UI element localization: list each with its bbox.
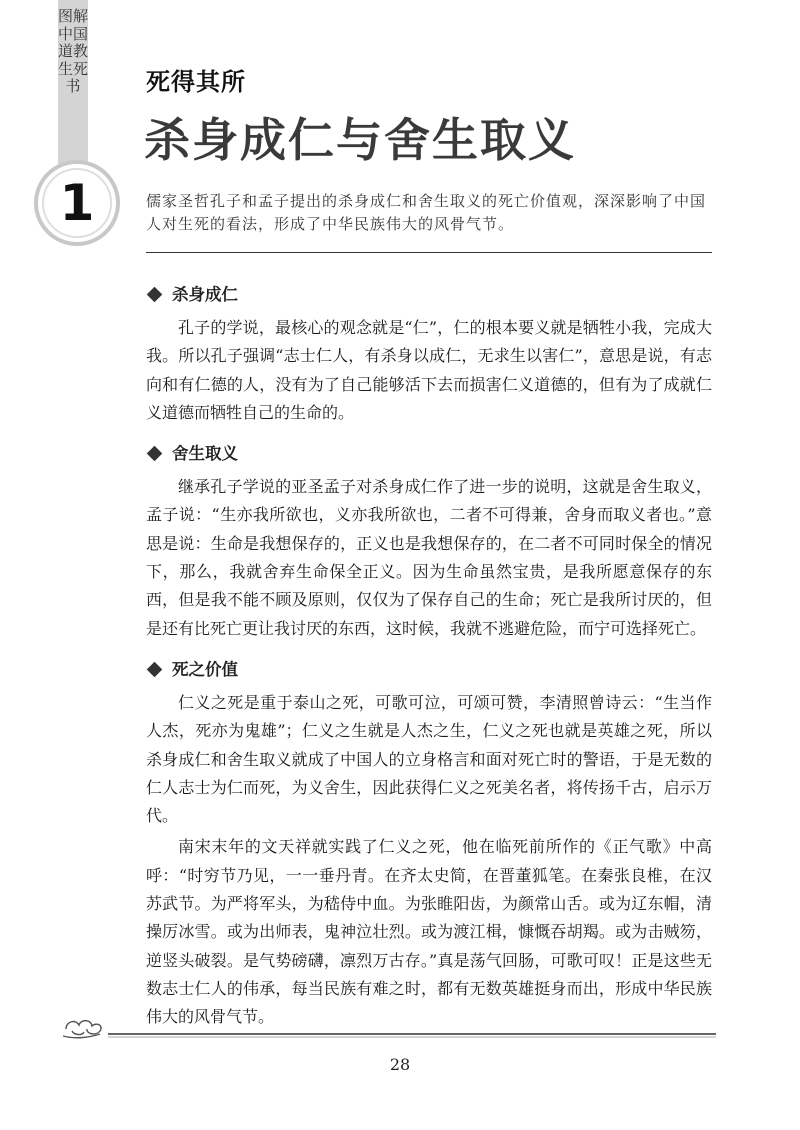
- book-title-side-tab: 图解中国道教生死书: [58, 7, 89, 95]
- page-title: 杀身成仁与舍生取义: [144, 113, 576, 167]
- diamond-bullet-icon: [147, 287, 163, 303]
- section-heading-text: 死之价值: [172, 659, 238, 679]
- cloud-scroll-icon: [63, 1021, 101, 1038]
- section-she-sheng-qu-yi: [146, 441, 712, 643]
- section-heading-text: 杀身成仁: [172, 285, 238, 304]
- page-number: 28: [389, 1055, 411, 1074]
- diamond-bullet-icon: [147, 662, 163, 678]
- section-sha-shen-cheng-ren: [146, 282, 712, 427]
- diamond-bullet-icon: [147, 446, 163, 462]
- intro-paragraph: 儒家圣哲孔子和孟子提出的杀身成仁和舍生取义的死亡价值观，深深影响了中国人对生死的看法，形成了中华民族伟大的风骨气节。: [146, 192, 707, 233]
- paragraph: 继承孔子学说的亚圣孟子对杀身成仁作了进一步的说明，这就是舍生取义，孟子说：“生亦我所欲也，义亦我所欲也，二者不可得兼，舍身而取义者也。”意思是说：生命是我想保存的，正义也是我想保存的，在二者不可同时保全的情况下，那么，我就舍弃生命保全正义。因为生命虽然宝贵，是我所愿意保存的东西，但是我不能不顾及原则，仅仅为了保存自己的生命；死亡是我所讨厌的，但是还有比死亡更让我讨厌的东西，这时候，我就不逃避危险，而宁可选择死亡。: [146, 477, 712, 638]
- paragraph: 南宋末年的文天祥就实践了仁义之死，他在临死前所作的《正气歌》中高呼：“时穷节乃见，一一垂丹青。在齐太史简，在晋董狐笔。在秦张良椎，在汉苏武节。为严将军头，为嵇侍中血。为张睢阳齿，为颜常山舌。或为辽东帽，清操厉冰雪。或为出师表，鬼神泣壮烈。或为渡江楫，慷慨吞胡羯。或为击贼笏，逆竖头破裂。是气势磅礴，凛烈万古存。”真是荡气回肠，可歌可叹！正是这些无数志士仁人的伟承，每当民族有难之时，都有无数英雄挺身而出，形成中华民族伟大的风骨气节。: [146, 837, 712, 1027]
- paragraph: 孔子的学说，最核心的观念就是“仁”，仁的根本要义就是牺牲小我，完成大我。所以孔子强调“志士仁人，有杀身以成仁，无求生以害仁”，意思是说，有志向和有仁德的人，没有为了自己能够活下去而损害仁义道德的，但有为了成就仁义道德而牺牲自己的生命的。: [146, 318, 712, 422]
- section-kicker: 死得其所: [146, 68, 246, 96]
- section-heading: [146, 657, 712, 683]
- paragraph: 仁义之死是重于泰山之死，可歌可泣，可颂可赞，李清照曾诗云：“生当作人杰，死亦为鬼雄”；仁义之生就是人杰之生，仁义之死也就是英雄之死，所以杀身成仁和舍生取义就成了中国人的立身格言和面对死亡时的警语，于是无数的仁人志士为仁而死，为义舍生，因此获得仁义之死美名者，将传扬千古，启示万代。: [146, 692, 712, 826]
- chapter-number: 1: [59, 174, 95, 232]
- section-si-zhi-jia-zhi: [146, 657, 712, 1032]
- cloud-ornament-divider-icon: [60, 1012, 720, 1042]
- section-heading: [146, 282, 712, 308]
- chapter-badge: [32, 158, 122, 248]
- article-body: [146, 282, 712, 1032]
- header-divider: [146, 252, 712, 253]
- section-heading-text: 舍生取义: [172, 444, 238, 464]
- section-heading: [146, 441, 712, 467]
